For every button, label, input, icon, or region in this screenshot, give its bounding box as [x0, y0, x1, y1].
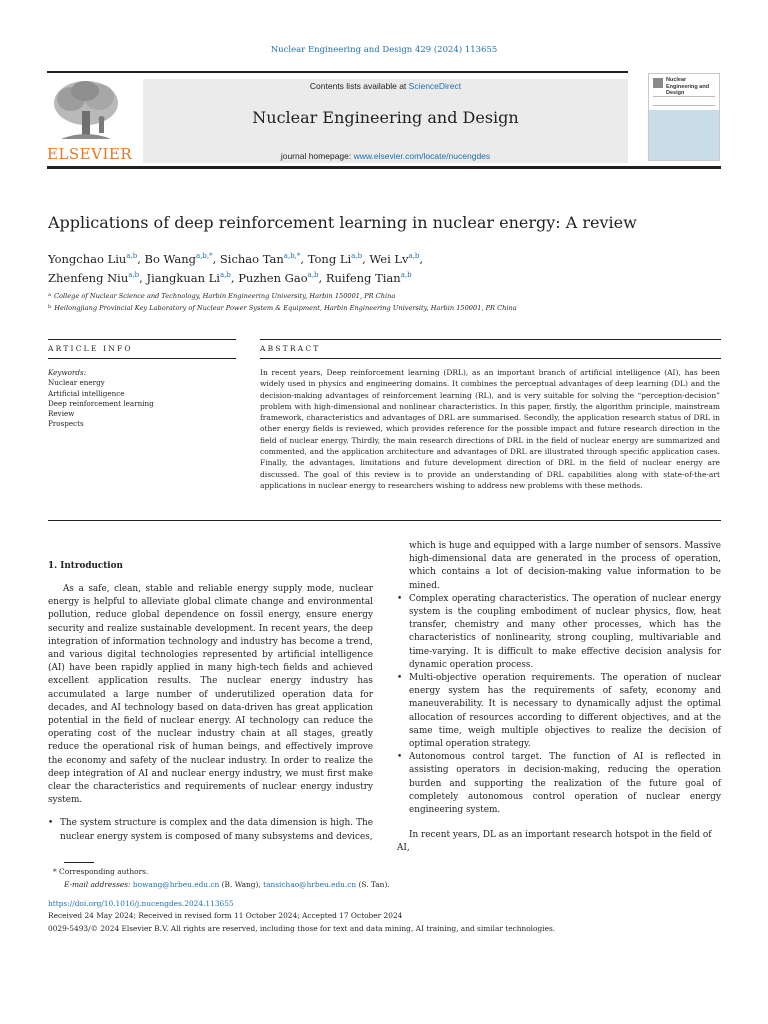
cover-header	[649, 74, 719, 110]
email-link[interactable]: bowang@hrbeu.edu.cn	[132, 879, 220, 889]
contents-prefix: Contents lists available at	[309, 81, 409, 91]
homepage-prefix: journal homepage:	[280, 151, 354, 161]
author[interactable]: Jiangkuan Li$^{a,b}$	[146, 271, 231, 285]
journal-cover-thumbnail[interactable]	[648, 73, 720, 161]
publication-info	[48, 898, 728, 935]
keywords-label: Keywords:	[48, 368, 87, 377]
closing-paragraph: In recent years, DL as an important research hotspot in the field of AI,	[397, 830, 712, 854]
journal-title: Nuclear Engineering and Design	[252, 108, 519, 127]
keyword: Review	[48, 409, 75, 419]
bullet-dot-icon: •	[397, 673, 403, 684]
author[interactable]: Ruifeng Tian$^{a,b}$	[325, 271, 412, 285]
list-item-continuation: which is huge and equipped with a large number of sensors. Massive high-dimensional data are generated in the process of operation, which contains a lot of decision-making value information to be mined.	[409, 541, 721, 591]
publisher-wordmark: ELSEVIER	[47, 145, 133, 163]
author[interactable]: Sichao Tan$^{a,b,*}$	[219, 252, 301, 266]
characteristics-list	[48, 817, 373, 843]
author[interactable]: Wei Lv$^{a,b}$	[369, 252, 420, 266]
masthead-center-panel	[143, 79, 628, 163]
author[interactable]: Puzhen Gao$^{a,b}$	[238, 271, 319, 285]
author[interactable]: Bo Wang$^{a,b,*}$	[144, 252, 213, 266]
author-list: Yongchao Liu$^{a,b}$, Bo Wang$^{a,b,*}$, Sichao Tan$^{a,b,*}$, Tong Li$^{a,b}$, Wei Lv$^{a,b}$, Zhenfeng Niu$^{a,b}$, Jiangkuan Li$^{a,b}$, Puzhen Gao$^{a,b}$, Ruifeng Tian$^{a,b}$	[48, 252, 424, 285]
footnote-rule	[64, 862, 94, 863]
article-info-heading: ARTICLE INFO	[48, 344, 133, 353]
cover-title: Nuclear Engineering and Design	[666, 77, 710, 96]
list-item: • The system structure is complex and the data dimension is high. The nuclear energy system is composed of many subsystems and devices,	[48, 818, 373, 842]
footnotes	[48, 866, 728, 891]
affiliation: $^b$ Heilongjiang Provincial Key Laboratory of Nuclear Power System & Equipment, Harbin Engineering University, Harbin 150001, PR China	[48, 304, 517, 312]
journal-masthead	[47, 71, 721, 169]
characteristics-list	[397, 593, 721, 817]
list-item: • Autonomous control target. The function of AI is reflected in assisting operators in decision-making, reducing the operation burden and supporting the realization of the future goal of completely autonomous control operation of nuclear energy engineering system.	[397, 752, 721, 816]
article-info-subrule	[48, 358, 236, 359]
affiliations	[48, 290, 728, 314]
cover-image	[649, 110, 719, 160]
author[interactable]: Yongchao Liu$^{a,b}$	[48, 252, 138, 266]
abstract-subrule	[260, 358, 721, 359]
keyword: Deep reinforcement learning	[48, 398, 154, 408]
affiliation: $^a$ College of Nuclear Science and Technology, Harbin Engineering University, Harbin 150001, PR China	[48, 292, 396, 300]
journal-reference[interactable]: Nuclear Engineering and Design 429 (2024) 113655	[270, 45, 498, 55]
author[interactable]: Zhenfeng Niu$^{a,b}$	[48, 271, 140, 285]
keywords-block	[48, 368, 228, 430]
bullet-dot-icon: •	[397, 752, 403, 763]
corresponding-authors-note: * Corresponding authors.	[53, 867, 149, 876]
body-column-left	[48, 561, 373, 844]
email-addresses: E-mail addresses: bowang@hrbeu.edu.cn (B. Wang), tansichao@hrbeu.edu.cn (S. Tan).	[64, 879, 390, 889]
copyright-line: 0029-5493/© 2024 Elsevier B.V. All rights are reserved, including those for text and data mining, AI training, and similar technologies.	[48, 923, 556, 933]
masthead-bottom-rule	[47, 166, 721, 169]
abstract-bottom-rule	[48, 520, 721, 521]
bullet-dot-icon: •	[48, 818, 54, 829]
homepage-link[interactable]: www.elsevier.com/locate/nucengdes	[353, 151, 491, 161]
body-column-right	[397, 540, 721, 856]
article-info-rule	[48, 339, 236, 340]
elsevier-tree-icon	[51, 79, 121, 141]
section-heading: 1. Introduction	[48, 561, 123, 571]
keyword: Artificial intelligence	[48, 388, 125, 398]
cover-logo-icon	[653, 78, 663, 88]
masthead-top-rule	[47, 71, 628, 73]
abstract-rule	[260, 339, 721, 340]
cover-rules	[653, 96, 715, 106]
author[interactable]: Tong Li$^{a,b}$	[307, 252, 363, 266]
list-item: • Complex operating characteristics. The operation of nuclear energy system is the coupling embodiment of nuclear physics, flow, heat transfer, chemistry and many other processes, which has the characteristics of nonlinearity, strong coupling, multivariable and time-varying. It is difficult to make effective decision analysis for dynamic operation process.	[397, 593, 721, 670]
keyword: Nuclear energy	[48, 378, 105, 388]
article-title: Applications of deep reinforcement learning in nuclear energy: A review	[48, 213, 637, 232]
email-link[interactable]: tansichao@hrbeu.edu.cn	[263, 879, 357, 889]
intro-paragraph: As a safe, clean, stable and reliable energy supply mode, nuclear energy is helpful to alleviate global climate change and environmental pollution, reduce global dependence on fossil energy, ensure energy security and realize sustainable development. In recent years, the deep integration of information technology and industry has become a trend, and various digital technologies represented by artificial intelligence (AI) have been rapidly applied in many high-tech fields and achieved excellent application results. The nuclear energy industry has accumulated a large number of underutilized operation data for decades, and AI technology based on data-driven has great application potential in the field of nuclear energy. AI technology can reduce the operating cost of the nuclear industry chain at all stages, greatly reduce the operational risk of human beings, and effectively improve the economy and safety of the nuclear industry. In order to realize the deep integration of AI and nuclear energy industry, we must first make clear the characteristics and requirements of nuclear energy industry system.	[48, 584, 373, 806]
list-item: • Multi-objective operation requirements. The operation of nuclear energy system has the requirements of safety, economy and maneuverability. It is necessary to dynamically adjust the optimal allocation of resources according to different objectives, and at the same time, weigh multiple objectives to realize the decision of optimal operation strategy.	[397, 673, 721, 750]
contents-availability	[143, 81, 628, 91]
journal-homepage	[143, 151, 628, 161]
received-dates: Received 24 May 2024; Received in revised form 11 October 2024; Accepted 17 October 2024	[48, 911, 403, 921]
abstract-heading: ABSTRACT	[260, 344, 321, 353]
sciencedirect-link[interactable]: ScienceDirect	[408, 81, 462, 91]
bullet-dot-icon: •	[397, 593, 403, 604]
doi-link[interactable]: https://doi.org/10.1016/j.nucengdes.2024.113655	[48, 899, 234, 908]
keyword: Prospects	[48, 419, 84, 429]
abstract-text: In recent years, Deep reinforcement learning (DRL), as an important branch of artificial intelligence (AI), has been widely used in physics and engineering domains. It combines the perceptual advantages of deep learning (DL) and the decision-making advantages of reinforcement learning (RL), and is very suitable for solving the “perception-decision” problem with high-dimensional and nonlinear characteristics. In this paper, firstly, the algorithm principle, mainstream framework, characteristics and advantages of DRL are summarised. Secondly, the application research status of DRL in other energy fields is reviewed, which provides reference for the possible impact and future research direction in the field of nuclear energy. Thirdly, the main research directions of DRL in the field of nuclear energy are summarized and commented, and the application architecture and advantages of DRL are illustrated through specific application cases. Finally, the advantages, limitations and future development direction of DRL in the field of nuclear energy are discussed. The goal of this review is to provide an understanding of DRL capabilities along with state-of-the-art applications in nuclear energy to researchers wishing to address new problems with these methods.	[260, 368, 720, 490]
elsevier-logo[interactable]	[47, 79, 133, 163]
